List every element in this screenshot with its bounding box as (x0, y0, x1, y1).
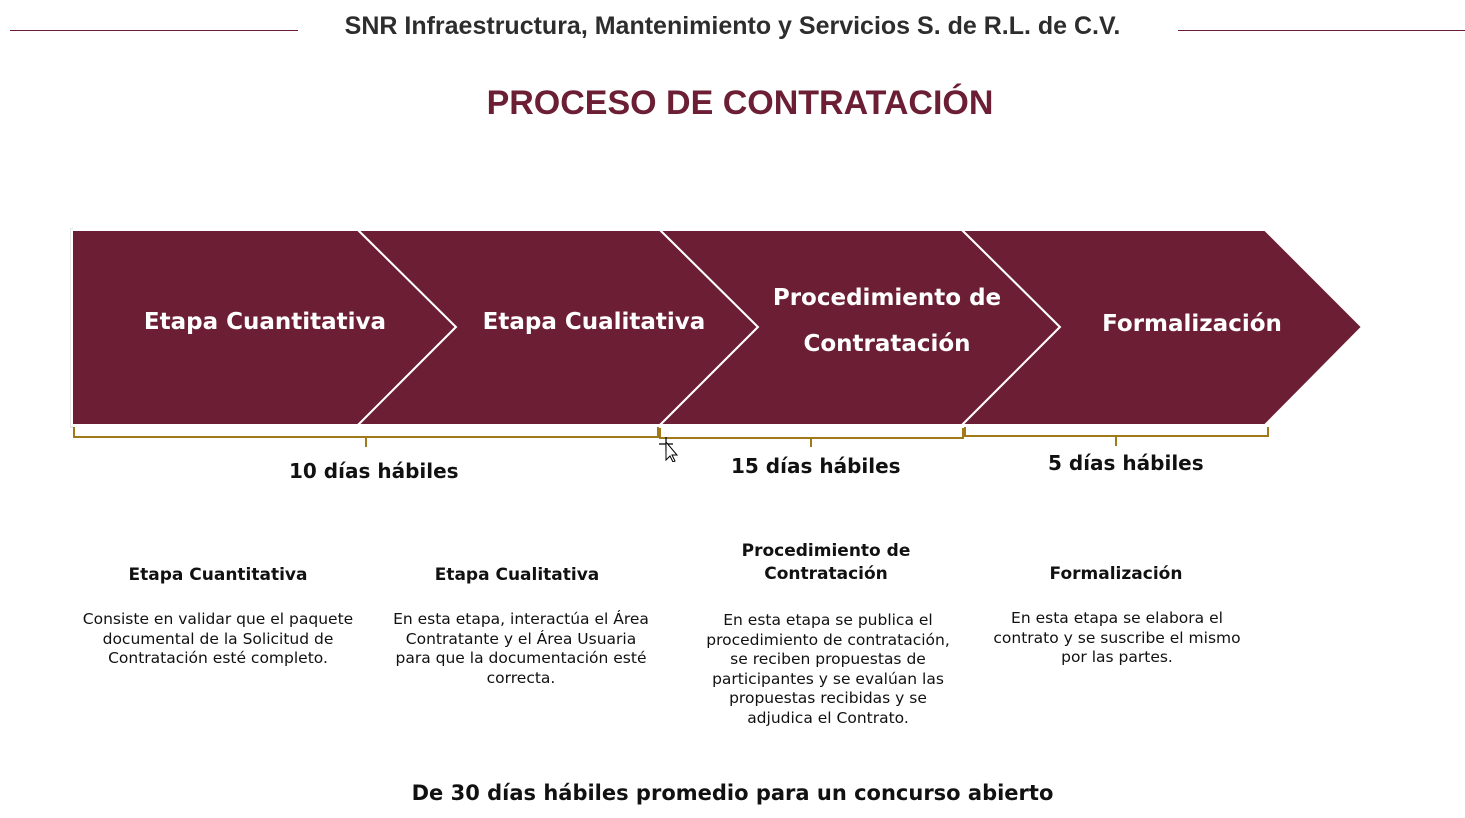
bracket-15-dias (660, 428, 963, 447)
stage-title-cuantitativa: Etapa Cuantitativa (128, 565, 308, 585)
summary-text: De 30 días hábiles promedio para un concurso abierto (411, 781, 1054, 805)
stage-desc-cualitativa: En esta etapa, interactúa el Área Contratante y el Área Usuaria para que la documentación esté correcta. (393, 610, 649, 687)
stage-desc-cuantitativa: Consiste en validar que el paquete documental de la Solicitud de Contratación esté completo. (82, 610, 354, 667)
company-name-text: SNR Infraestructura, Mantenimiento y Servicios S. de R.L. de C.V. (335, 12, 1131, 40)
chevron-label-procedimiento: Procedimiento de Contratación (772, 285, 1002, 357)
page-title: PROCESO DE CONTRATACIÓN (486, 84, 994, 122)
bracket-5-dias (965, 427, 1268, 446)
duration-15-dias: 15 días hábiles (731, 454, 901, 478)
chevron-label-formalizacion: Formalización (1102, 311, 1282, 337)
chevron-label-cualitativa: Etapa Cualitativa (482, 309, 706, 335)
stage-desc-procedimiento: En esta etapa se publica el procedimiento de contratación, se reciben propuestas de participantes y se evalúan las propuestas recibidas y se adjudica el Contrato. (706, 611, 950, 727)
bracket-10-dias (74, 427, 658, 447)
stage-desc-formalizacion: En esta etapa se elabora el contrato y se suscribe el mismo por las partes. (993, 609, 1241, 666)
chevron-label-cuantitativa: Etapa Cuantitativa (143, 309, 387, 335)
stage-title-procedimiento: Procedimiento de Contratación (741, 541, 911, 584)
stage-title-formalizacion: Formalización (1049, 564, 1183, 584)
duration-5-dias: 5 días hábiles (1048, 451, 1204, 475)
move-cursor-icon (658, 436, 680, 462)
stage-title-cualitativa: Etapa Cualitativa (434, 565, 600, 585)
duration-10-dias: 10 días hábiles (289, 459, 459, 483)
